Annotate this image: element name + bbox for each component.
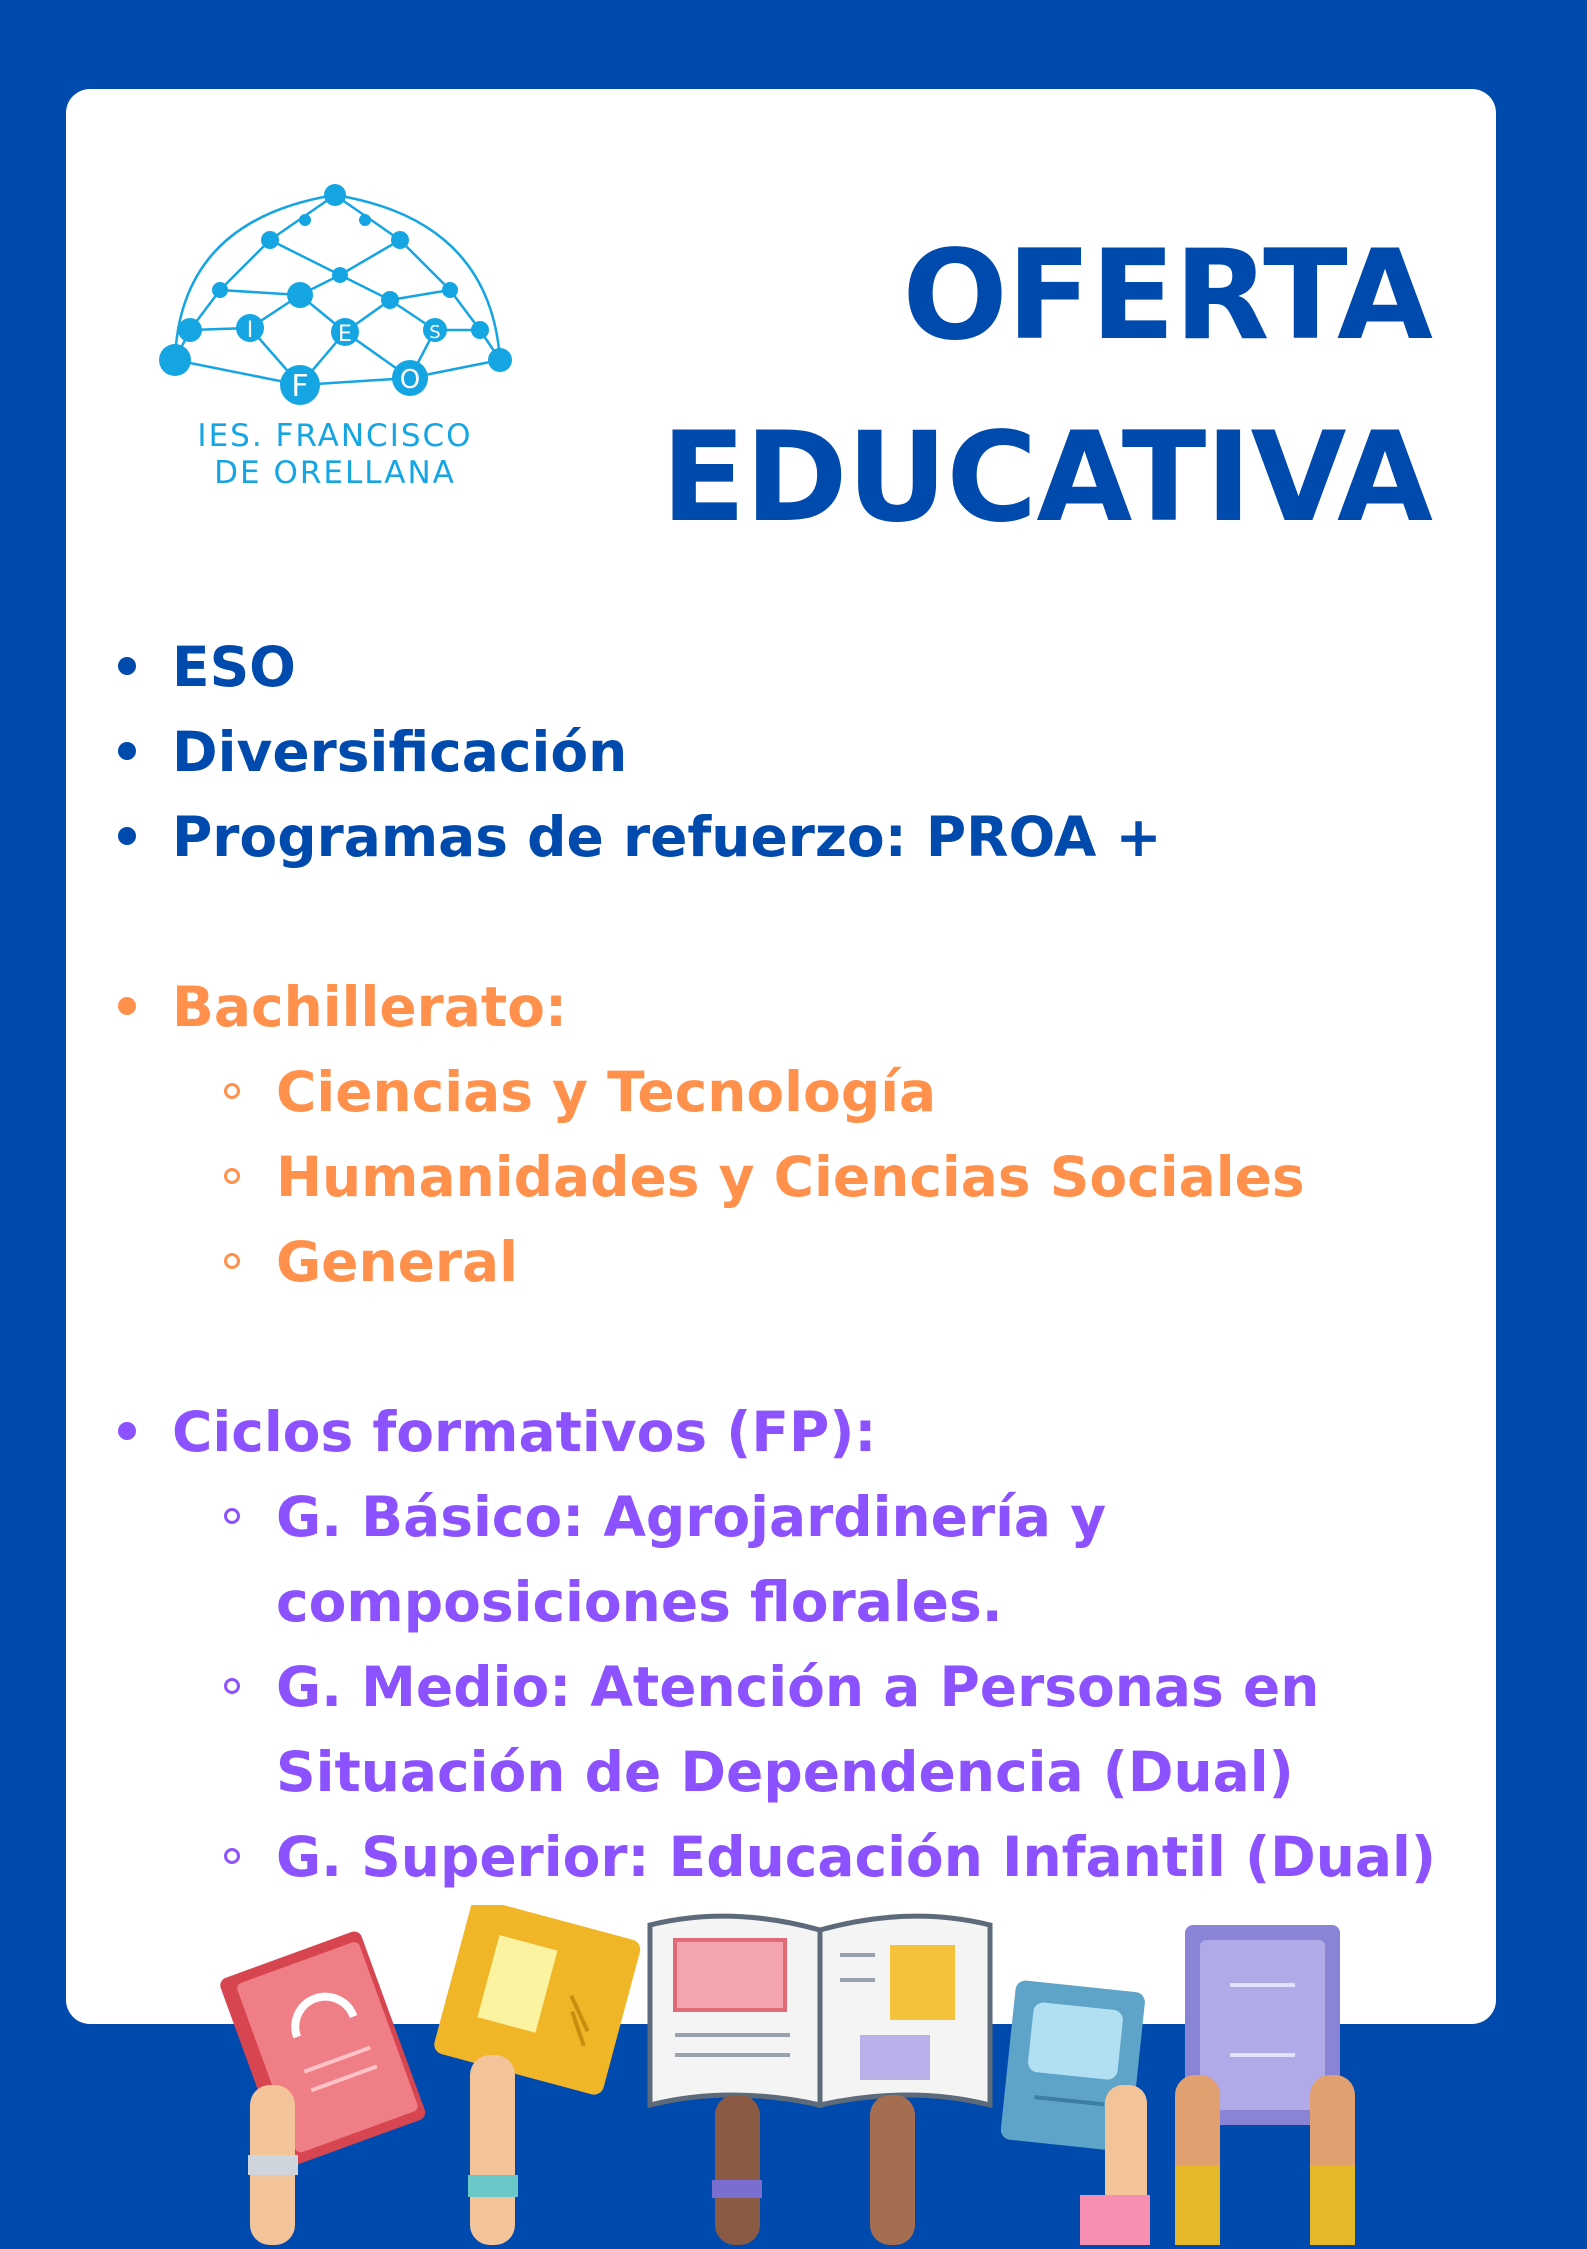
- list-item-diversificacion: Diversificación: [112, 710, 1462, 795]
- hands-holding-books-illustration: [200, 1905, 1400, 2245]
- logo-line-1: IES. FRANCISCO: [197, 418, 473, 454]
- open-book-icon: [650, 1916, 990, 2105]
- circle-bullet-icon: [224, 1253, 240, 1269]
- bullet-icon: [118, 742, 136, 760]
- circle-bullet-icon: [224, 1508, 240, 1524]
- logo-letter-o: O: [399, 365, 421, 395]
- logo-letter-f: F: [291, 369, 309, 404]
- sub-item-ciencias: Ciencias y Tecnología: [112, 1050, 1462, 1135]
- list-item-eso: ESO: [112, 625, 1462, 710]
- network-dome-icon: [150, 180, 520, 420]
- circle-bullet-icon: [224, 1678, 240, 1694]
- yellow-book-icon: [432, 1905, 642, 2097]
- logo-line-2: DE ORELLANA: [214, 455, 456, 491]
- list-item-bachillerato: Bachillerato:: [112, 965, 1462, 1050]
- title-line-1: OFERTA: [902, 224, 1432, 368]
- sub-item-general: General: [112, 1220, 1462, 1305]
- red-book-icon: [218, 1929, 427, 2168]
- circle-bullet-icon: [224, 1083, 240, 1099]
- sub-item-basico: G. Básico: Agrojardinería y composiciones florales.: [112, 1475, 1462, 1645]
- circle-bullet-icon: [224, 1848, 240, 1864]
- list-item-fp: Ciclos formativos (FP):: [112, 1390, 1462, 1475]
- books-icon: [200, 1905, 1400, 2245]
- bullet-icon: [118, 657, 136, 675]
- logo-letter-s: S: [429, 322, 441, 343]
- logo-letter-i: I: [246, 318, 254, 343]
- sub-item-superior: G. Superior: Educación Infantil (Dual): [112, 1815, 1462, 1900]
- page-title: [661, 205, 1432, 569]
- title-line-2: EDUCATIVA: [661, 406, 1432, 550]
- school-logo: [150, 180, 520, 510]
- bullet-icon: [118, 997, 136, 1015]
- list-item-proa: Programas de refuerzo: PROA +: [112, 795, 1462, 880]
- sub-item-humanidades: Humanidades y Ciencias Sociales: [112, 1135, 1462, 1220]
- offer-list: [112, 625, 1462, 1900]
- logo-wordmark: [150, 418, 520, 492]
- logo-letter-e: E: [338, 322, 352, 347]
- circle-bullet-icon: [224, 1168, 240, 1184]
- sub-item-medio: G. Medio: Atención a Personas en Situación de Dependencia (Dual): [112, 1645, 1462, 1815]
- bullet-icon: [118, 827, 136, 845]
- bullet-icon: [118, 1422, 136, 1440]
